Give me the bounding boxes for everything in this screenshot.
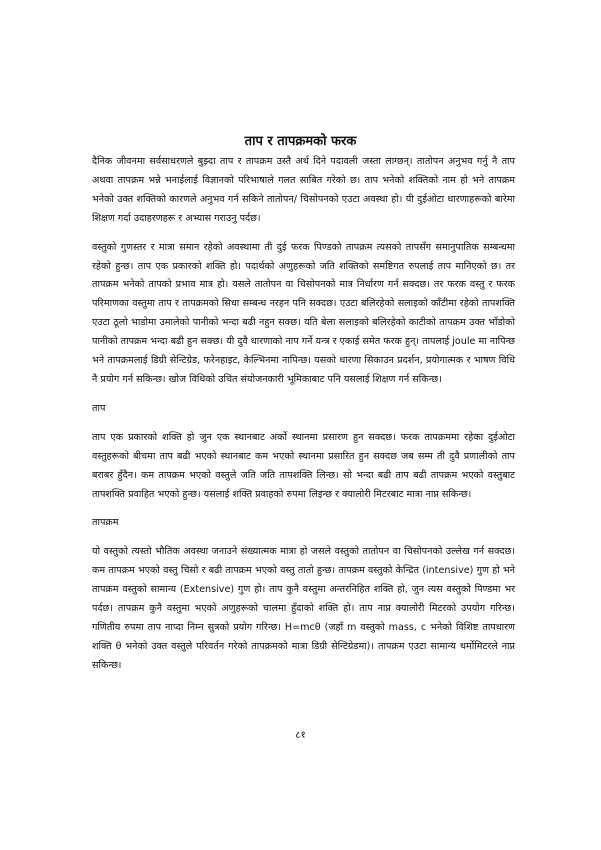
paragraph-intro: दैनिक जीवनमा सर्वसाधरणले बुझ्दा ताप र तापक्रम उस्तै अर्थ दिने पदावली जस्ता लाग्छन्। तातोपन अनुभव गर्नु नै ताप अथवा तापक्रम भन्ने भनाईलाई विज्ञानको परिभाषाले गलत साबित गरेको छ। ताप भनेको शक्तिको नाम हो भने तापक्रम भनेको उक्त शक्तिको कारणले अनुभव गर्न सकिने तातोपन/ चिसोपनको एउटा अवस्था हो। यी दुईओटा धारणाहरूको बारेमा शिक्षण गर्दा उदाहरणहरू र अभ्यास गराउनु पर्दछ। [92, 156, 515, 224]
paragraph-heat: ताप एक प्रकारको शक्ति हो जुन एक स्थानबाट अर्को स्थानमा प्रसारण हुन सक्दछ। फरक तापक्रममा रहेका दुईओटा वस्तुहरूको बीचमा ताप बढी भएको स्थानबाट कम भएको स्थानमा प्रसारित हुन सक्दछ जब सम्म ती दुवै प्रणालीको ताप बराबर हुँदैन। कम तापक्रम भएको वस्तुले जति जति तापशक्ति लिन्छ। सो भन्दा बढी ताप बढी तापक्रम भएको वस्तुबाट तापशक्ति प्रवाहित भएको हुन्छ। यसलाई शक्ति प्रवाहको रुपमा लिइन्छ र क्यालोरी मिटरबाट मात्रा नाप्न सकिन्छ। [92, 431, 515, 500]
section-heading-temperature: तापक्रम [92, 517, 119, 529]
paragraph-comparison: वस्तुको गुणस्तर र मात्रा समान रहेको अवस्थामा ती दुई फरक पिण्डको तापक्रम त्यसको तापसँग समानुपातिक सम्बन्धमा रहेको हुन्छ। ताप एक प्रकारको शक्ति हो। पदार्थको अणुहरूको जति शक्तिको समष्टिगत रुपलाई ताप मानिएको छ। तर तापक्रम भनेको तापको प्रभाव मात्र हो। यसले तातोपन वा चिसोपनको मात्र निर्धारण गर्न सक्दछ। तर फरक वस्तु र फरक परिमाणका वस्तुमा ताप र तापक्रमको सिधा सम्बन्ध नरहन पनि सक्दछ। एउटा बलिरहेको सलाइको काँटीमा रहेको तापशक्ति एउटा ठूलो भाडोमा उमालेको पानीको भन्दा बढी नहुन सक्छ। यति बेला सलाइको बलिरहेको काटीको तापक्रम उक्त भाँडोको पानीको तापक्रम भन्दा बढी हुन सक्छ। यी दुवै धारणाको नाप गर्ने यन्त्र र एकाई समेत फरक हुन्। तापलाई joule मा नापिन्छ भने तापक्रमलाई डिग्री सेन्टिग्रेड, फरेनहाइट, केल्भिनमा नापिन्छ। यसको धारणा सिकाउन प्रदर्शन, प्रयोगात्मक र भाषण विधि नै प्रयोग गर्न सकिन्छ। खोज विधिको उचित संयोजनकारी भूमिकाबाट पनि यसलाई शिक्षण गर्न सकिन्छ। [92, 241, 515, 385]
section-heading-heat: ताप [92, 402, 106, 414]
paragraph-temperature: यो वस्तुको त्यस्तो भौतिक अवस्था जनाउने संख्यात्मक मात्रा हो जसले वस्तुको तातोपन वा चिसोपनको उल्लेख गर्न सक्दछ। कम तापक्रम भएको वस्तु चिसो र बढी तापक्रम भएको वस्तु तातो हुन्छ। तापक्रम वस्तुको केन्द्रित (intensive) गुण हो भने तापक्रम वस्तुको सामान्य (Extensive) गुण हो। ताप कुनै वस्तुमा अन्तरनिहित शक्ति हो, जुन त्यस वस्तुको पिण्डमा भर पर्दछ। तापक्रम कुनै वस्तुमा भएको अणुहरूको चालमा हुँदाको शक्ति हो। ताप नाप्न क्यालोरी मिटरको उपयोग गरिन्छ। गणितीय रुपमा ताप नाप्दा निम्न सुत्रको प्रयोग गरिन्छ। H=mcθ (जहाँ m वस्तुको mass, c भनेको विशिष्ट तापधारण शक्ति θ भनेको उक्त वस्तुले परिवर्तन गरेको तापक्रमको मात्रा डिग्री सेन्टिग्रेडमा)। तापक्रम एउटा सामान्य थर्मोमिटरले नाप्न सकिन्छ। [92, 546, 515, 671]
document-body [92, 153, 515, 686]
page-title: ताप र तापक्रमको फरक [244, 134, 357, 149]
page-number: ८१ [295, 730, 306, 741]
